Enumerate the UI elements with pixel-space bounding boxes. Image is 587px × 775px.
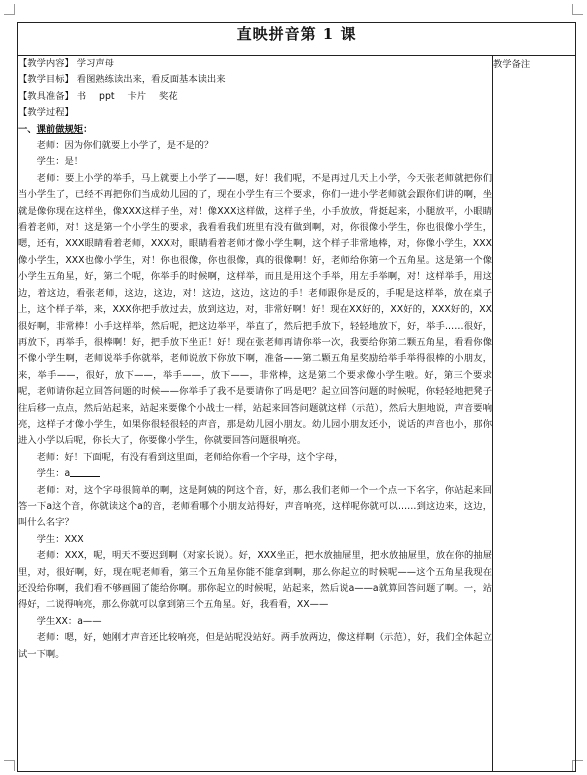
teaching-aids-label: 【教具准备】	[18, 90, 74, 102]
teaching-goal-row	[18, 72, 492, 88]
teaching-process-label: 【教学过程】	[18, 107, 74, 119]
page-title: 直映拼音第 1 课	[18, 23, 576, 56]
teaching-content-row	[18, 56, 492, 72]
section-heading-number: 一、	[18, 123, 37, 135]
dialogue-paragraph: 老师：嗯，好，她刚才声音还比较响亮，但是站呢没站好。两手放两边，像这样啊（示范），好，我们全体起立试一下啊。	[18, 632, 492, 660]
section-heading-colon: ：	[83, 123, 93, 135]
dialogue-paragraph: 老师：因为你们就要上小学了，是不是的？	[36, 140, 214, 152]
dialogue-paragraph: 学生：是！	[36, 156, 84, 168]
teaching-aid-item: ppt	[99, 90, 115, 102]
teaching-goal-value: 看图熟练读出来，看反面基本读出来	[76, 74, 226, 86]
teaching-notes-header: 教学备注	[493, 59, 531, 70]
teaching-content-label: 【教学内容】	[18, 58, 74, 69]
teaching-aid-item: 奖花	[159, 90, 178, 102]
teaching-goal-label: 【教学目标】	[18, 74, 74, 86]
teaching-aids-row	[18, 89, 492, 105]
teaching-notes-column	[493, 56, 576, 772]
lesson-body	[18, 56, 493, 772]
section-heading-text: 课前做规矩	[36, 123, 84, 135]
dialogue-paragraph: 学生：XXX	[36, 533, 84, 545]
dialogue-paragraph: 老师：要上小学的举手，马上就要上小学了——嗯，好！我们呢，不是再过几天上小学，今天张老师就把你们当小学生了，已经不再把你们当成幼儿园的了，现在小学生有三个要求，你们一进小学老师就会跟你们讲的啊，坐就是像你现在这样坐，像XXX这样子坐，对！像XXX这样做，这样子坐，小手放放，背挺起来，小腿放平，小眼睛看着老师，对！这是第一个小学生的要求，我看看我们班里有没有做到啊，对，你很像小学生，你也很像小学生，嗯，还有，XXX眼睛看着老师，XXX对，眼睛看着老师才像小学生啊，这个样子非常地棒，对，你像小学生，XXX像小学生，XXX也像小学生，对！你也很像，你也很像，真的很像啊！好，老师给你第一个五角星。这是第一个像小学生五角星，好，第二个呢，你举手的时候啊，这样举，而且是用这个手举，用左手举啊，对！这样举手，用这边，着这边，看张老师，这边，这边，对！这边，这边，这边的手！老师跟你是反的，手呢是这样举，放在桌子上，这个样子举，来，XXX你把手放过去，放到这边，对，非常好啊！好！现在XX好的，XX好的，XXX好的，XX很好啊，非常棒！小手这样举，然后呢，把这边举平，举直了，然后把手放下，轻轻地放下，好，举手……很好，再放下，再举手，很棒啊！好，把手放下坐正！好！现在张老师再请你举一次，我要给你第二颗五角星，看看你像不像小学生啊，老师说举手你就举，老师说放下你放下啊，准备——第二颗五角星奖励给举手举得很棒的小朋友，来，举手——，很好，放下——，举手——，放下——，非常棒，这是第二个要求像小学生啦。好，第三个要求呢，老师请你起立回答问题的时候——你举手了我不是要请你了吗是吧？起立回答问题的时候呢，你轻轻地把凳子往后移一点点，然后站起来，站起来要像个小战士一样，站起来回答问题就这样（示范），然后大胆地说，声音要响亮，这样子才像小学生，如果你很轻很轻的声音，那是幼儿园小朋友。幼儿园小朋友还小，说话的声音也小，那你进入小学以后呢，你长大了，你要像小学生，你就要回答问题很响亮。	[18, 172, 492, 447]
teaching-content-value: 学习声母	[76, 58, 114, 69]
answer-blank-line	[70, 466, 100, 477]
dialogue-paragraph: 老师：好！下面呢，有没有看到这里面，老师给你看一个字母，这个字母，	[36, 451, 344, 463]
page-corner-mark	[572, 4, 583, 15]
page-corner-mark	[4, 760, 15, 771]
dialogue-paragraph: 老师：XXX，呢，明天不要迟到啊（对家长说）。好，XXX坐正，把水放抽屉里，把水放抽屉里，放在你的抽屉里，对，很好啊，好，现在呢老师看，第三个五角星你能不能拿到啊，那么你起立的时候呢——这个五角星我现在还没给你啊，我们看不够画圆了能给你啊。那你起立的时候呢，站起来，然后说a——a就算回答问题了啊。一，站得好，二说得响亮，那么你就可以拿到第三个五角星。好，我看看，XX——	[18, 550, 492, 611]
section-heading	[18, 122, 492, 138]
teaching-aid-item: 卡片	[127, 90, 147, 102]
teaching-aid-item: 书	[76, 90, 87, 102]
dialogue-paragraph: 学生XX：a——	[36, 615, 102, 627]
student-answer-prefix: 学生：	[36, 468, 65, 480]
dialogue-paragraph: 老师：对，这个字母很简单的啊，这是阿姨的阿这个音，好，那么我们老师一个一个点一下名字，你站起来回答一下a这个音，你就读这个a的音，老师看哪个小朋友站得好，声音响亮，这样呢你就可以……到这边来，这边，叫什么名字？	[18, 484, 492, 529]
page-corner-mark	[4, 4, 15, 15]
lesson-plan-table	[17, 22, 576, 772]
student-answer-value: a	[64, 468, 71, 480]
dialogue-paragraph	[18, 466, 492, 482]
